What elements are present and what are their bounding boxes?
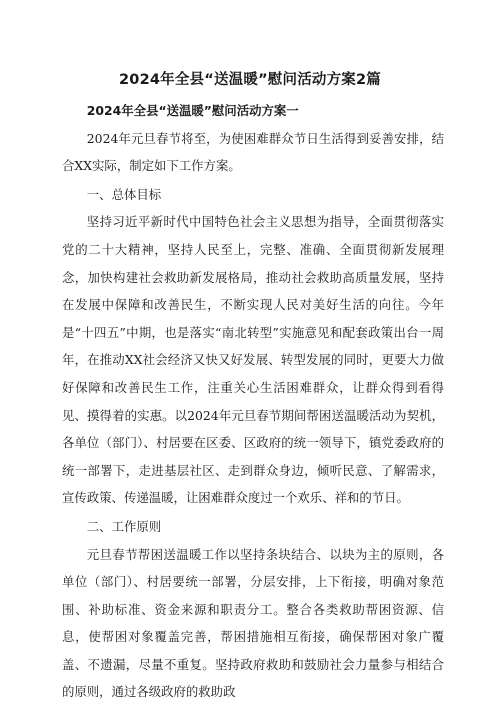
intro-paragraph: 2024年元旦春节将至，为使困难群众节日生活得到妥善安排，结合XX实际，制定如下工作方案。 (62, 130, 444, 174)
document-subtitle: 2024年全县“送温暖”慰问活动方案一 (86, 103, 299, 118)
section-heading-principles: 二、工作原则 (86, 518, 162, 534)
goals-paragraph: 坚持习近平新时代中国特色社会主义思想为指导，全面贯彻落实党的二十大精神，坚持人民至上，完整、准确、全面贯彻新发展理念，加快构建社会救助新发展格局，推动社会救助高质量发展，坚持在发展中保障和改善民生，不断实现人民对美好生活的向往。今年是“十四五”中期，也是落实“南北转型”实施意见和配套政策出台一周年，在推动XX社会经济又快又好发展、转型发展的同时，更要大力做好保障和改善民生工作，注重关心生活困难群众，让群众得到看得见、摸得着的实惠。以2024年元旦春节期间帮困送温暖活动为契机，各单位（部门）、村居要在区委、区政府的统一领导下，镇党委政府的统一部署下，走进基层社区、走到群众身边，倾听民意、了解需求，宣传政策、传递温暖，让困难群众度过一个欢乐、祥和的节日。 (62, 214, 444, 506)
section-heading-goals: 一、总体目标 (86, 186, 162, 202)
principles-paragraph: 元旦春节帮困送温暖工作以坚持条块结合、以块为主的原则，各单位（部门）、村居要统一部署，分层安排，上下衔接，明确对象范围、补助标准、资金来源和职责分工。整合各类救助帮困资源、信息，使帮困对象覆盖完善，帮困措施相互衔接，确保帮困对象广覆盖、不遗漏，尽量不重复。坚持政府救助和鼓励社会力量参与相结合的原则，通过各级政府的救助政 (62, 546, 444, 700)
document-title: 2024年全县“送温暖”慰问活动方案2篇 (118, 72, 381, 88)
document-body (62, 95, 444, 706)
